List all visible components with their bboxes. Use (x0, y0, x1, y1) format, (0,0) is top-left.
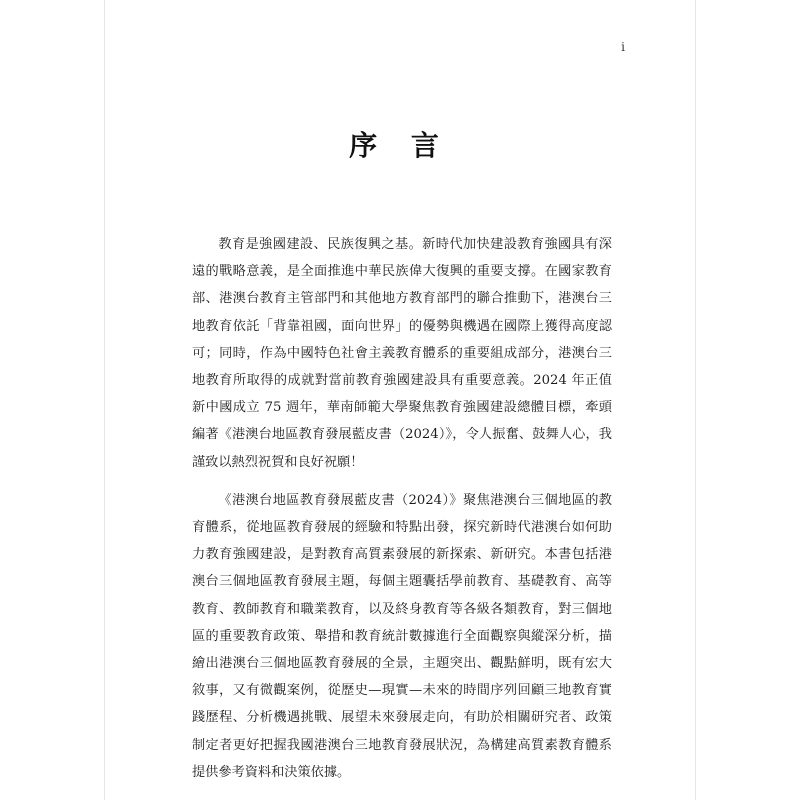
paragraph-1: 教育是強國建設、民族復興之基。新時代加快建設教育強國具有深遠的戰略意義，是全面推進中華民族偉大復興的重要支撐。在國家教育部、港澳台教育主管部門和其他地方教育部門的聯合推動下，港澳台三地教育依託「背靠祖國，面向世界」的優勢與機遇在國際上獲得高度認可；同時，作為中國特色社會主義教育體系的重要組成部分，港澳台三地教育所取得的成就對當前教育強國建設具有重要意義。2024 年正值新中國成立 75 週年，華南師範大學聚焦教育強國建設總體目標，牽頭編著《港澳台地區教育發展藍皮書（2024）》，令人振奮、鼓舞人心，我謹致以熱烈祝賀和良好祝願！ (192, 237, 612, 470)
document-page (104, 0, 696, 800)
page-title: 序 言 (349, 129, 451, 162)
paragraph-2: 《港澳台地區教育發展藍皮書（2024）》聚焦港澳台三個地區的教育體系，從地區教育發展的經驗和特點出發，探究新時代港澳台如何助力教育強國建設，是對教育高質素發展的新探索、新研究。本書包括港澳台三個地區教育發展主題，每個主題囊括學前教育、基礎教育、高等教育、教師教育和職業教育，以及終身教育等各級各類教育，對三個地區的重要教育政策、舉措和教育統計數據進行全面觀察與縱深分析，描繪出港澳台三個地區教育發展的全景，主題突出、觀點鮮明，既有宏大敘事，又有微觀案例，從歷史—現實—未來的時間序列回顧三地教育實踐歷程、分析機遇挑戰、展望未來發展走向，有助於相關研究者、政策制定者更好把握我國港澳台三地教育發展狀況，為構建高質素教育體系提供參考資料和決策依據。 (192, 492, 612, 780)
page-number: i (621, 40, 625, 54)
body-text (192, 231, 612, 786)
